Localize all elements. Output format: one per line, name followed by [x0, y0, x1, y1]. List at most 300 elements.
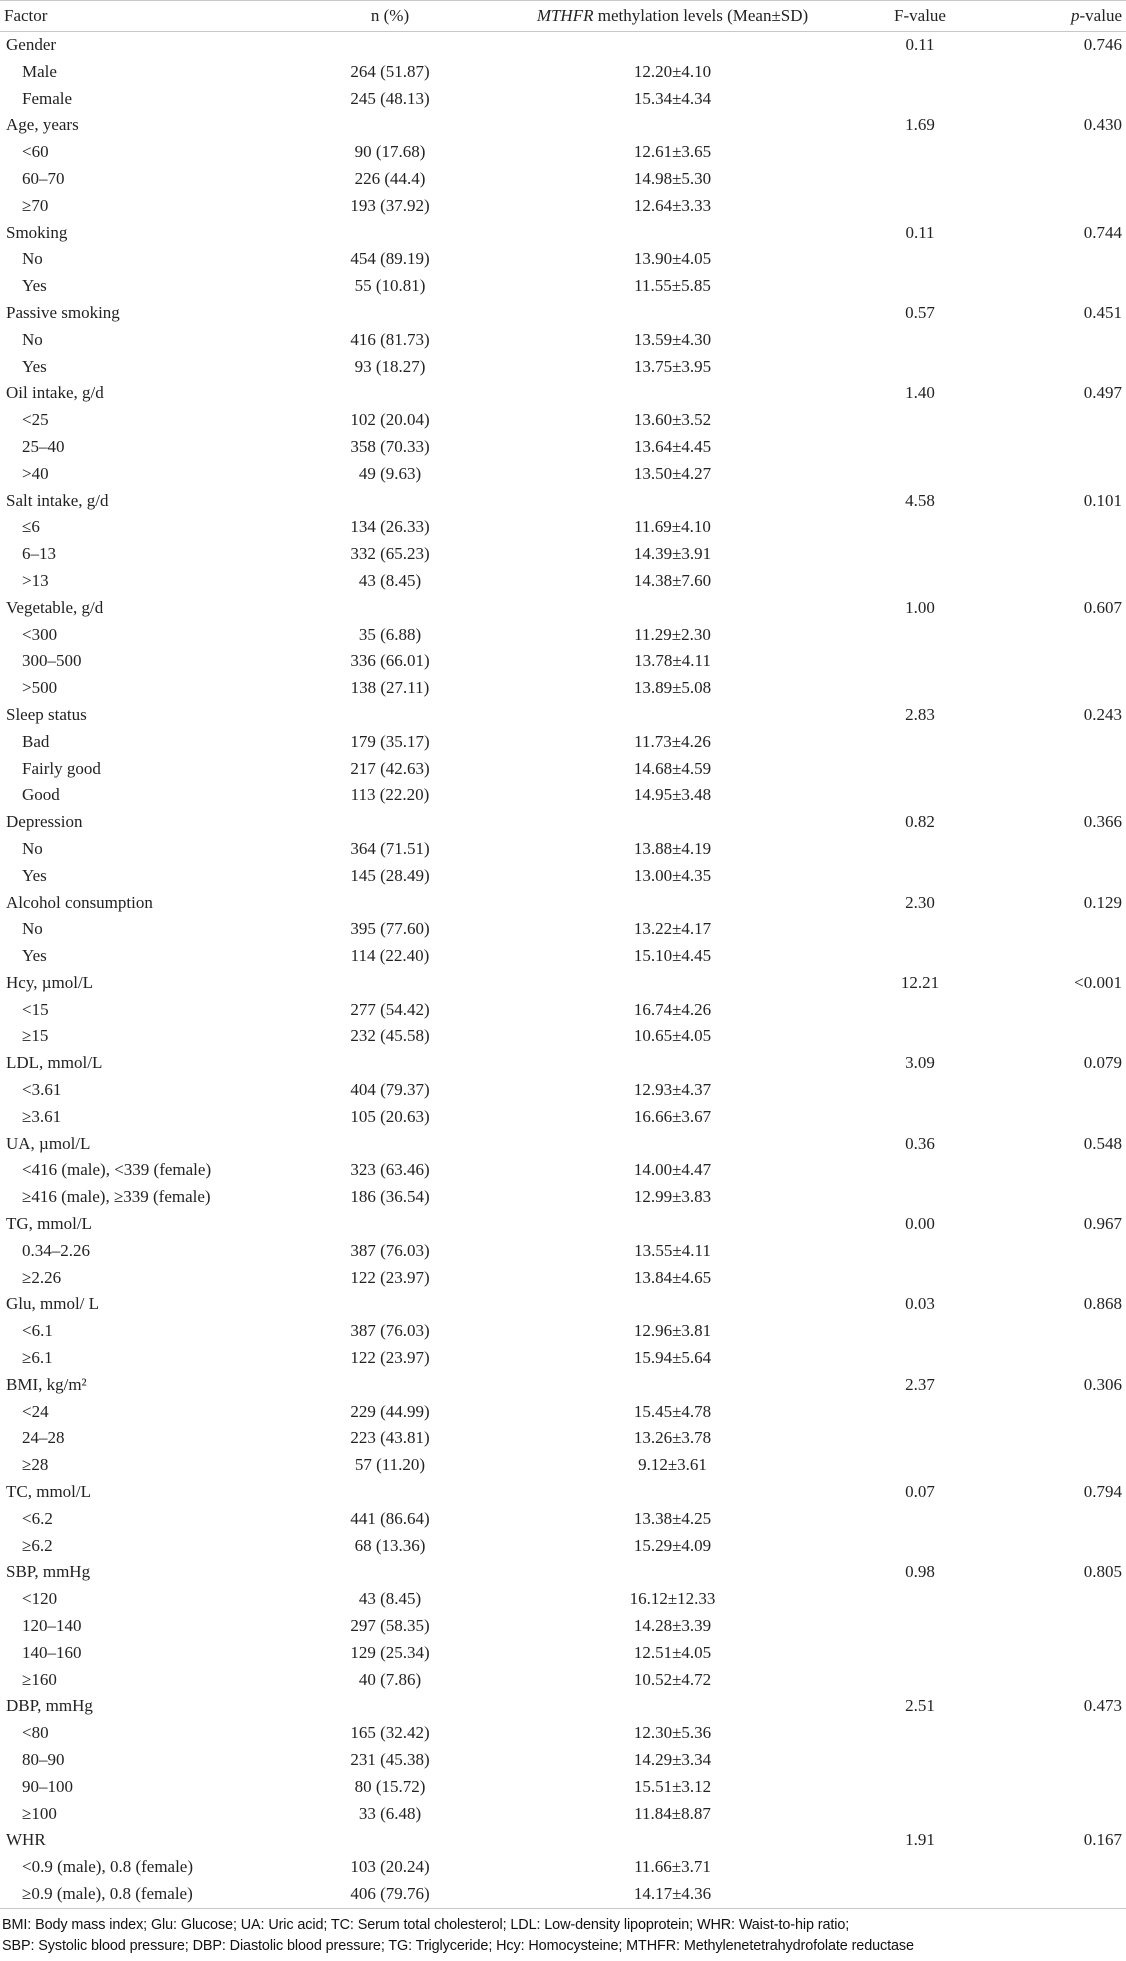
factor-label: Gender [0, 32, 275, 59]
f-value: 0.98 [840, 1559, 1000, 1586]
methylation-mean-sd: 14.68±4.59 [633, 758, 712, 778]
f-cell-empty [840, 1667, 1000, 1694]
n-percent: 165 (32.42) [350, 1723, 430, 1743]
p-cell-empty [1000, 1104, 1126, 1131]
table-row [0, 354, 1126, 381]
methylation-mean-sd: 13.75±3.95 [633, 356, 712, 376]
category-label: >13 [22, 570, 49, 590]
p-value: 0.451 [1000, 300, 1126, 327]
f-cell-empty [840, 1184, 1000, 1211]
category-label: >500 [22, 678, 58, 698]
methylation-mean-sd: 13.55±4.11 [634, 1240, 711, 1260]
methylation-mean-sd: 14.29±3.34 [633, 1750, 712, 1769]
methylation-mean-sd: 15.94±5.64 [633, 1348, 712, 1368]
header-p-italic: p [1071, 6, 1080, 25]
n-percent: 93 (18.27) [354, 356, 426, 376]
table-row [0, 1452, 1126, 1479]
methylation-mean-sd: 15.34±4.34 [633, 88, 712, 108]
methylation-mean-sd: 13.88±4.19 [633, 838, 712, 858]
table-row [0, 1854, 1126, 1881]
category-label: 60–70 [22, 168, 65, 188]
table-row [0, 541, 1126, 568]
methylation-mean-sd: 14.95±3.48 [633, 785, 712, 805]
p-cell-empty [1000, 648, 1126, 675]
category-label: ≥2.26 [22, 1267, 62, 1287]
n-percent: 49 (9.63) [358, 463, 422, 483]
category-label: ≥416 (male), ≥339 (female) [22, 1187, 211, 1207]
table-row [0, 1533, 1126, 1560]
mean-cell-empty [505, 1693, 840, 1720]
mean-cell-empty [505, 809, 840, 836]
category-label: <25 [22, 410, 49, 430]
f-cell-empty [840, 246, 1000, 273]
p-cell-empty [1000, 434, 1126, 461]
factor-label: Hcy, µmol/L [0, 970, 275, 997]
category-label: <60 [22, 142, 49, 162]
table-body [0, 32, 1126, 1909]
table-row [0, 1238, 1126, 1265]
f-cell-empty [840, 193, 1000, 220]
methylation-mean-sd: 14.98±5.30 [633, 168, 712, 188]
methylation-mean-sd: 13.60±3.52 [633, 410, 712, 430]
n-cell-empty [275, 1827, 505, 1854]
n-percent: 387 (76.03) [350, 1240, 430, 1260]
table-group-row [0, 1693, 1126, 1720]
header-p-rest: -value [1079, 6, 1122, 25]
n-percent: 68 (13.36) [354, 1535, 426, 1555]
n-cell-empty [275, 1479, 505, 1506]
p-value: 0.607 [1000, 595, 1126, 622]
category-label: ≥15 [22, 1026, 49, 1046]
mean-cell-empty [505, 1291, 840, 1318]
f-cell-empty [840, 1854, 1000, 1881]
table-row [0, 246, 1126, 273]
factor-label: Oil intake, g/d [0, 380, 275, 407]
p-value: 0.497 [1000, 380, 1126, 407]
n-cell-empty [275, 890, 505, 917]
n-percent: 232 (45.58) [350, 1026, 430, 1046]
header-p [1000, 1, 1126, 32]
n-cell-empty [275, 970, 505, 997]
n-percent: 441 (86.64) [350, 1508, 430, 1528]
methylation-mean-sd: 15.45±4.78 [633, 1401, 712, 1421]
table-group-row [0, 380, 1126, 407]
table-row [0, 1613, 1126, 1640]
mean-cell-empty [505, 1372, 840, 1399]
f-cell-empty [840, 1023, 1000, 1050]
n-percent: 336 (66.01) [350, 651, 430, 671]
p-cell-empty [1000, 1425, 1126, 1452]
n-percent: 226 (44.4) [354, 168, 426, 188]
p-cell-empty [1000, 139, 1126, 166]
methylation-mean-sd: 11.66±3.71 [634, 1857, 711, 1877]
n-percent: 404 (79.37) [350, 1080, 430, 1100]
f-cell-empty [840, 1640, 1000, 1667]
p-cell-empty [1000, 782, 1126, 809]
p-value: 0.101 [1000, 488, 1126, 515]
f-value: 1.00 [840, 595, 1000, 622]
p-value: 0.746 [1000, 32, 1126, 59]
f-value: 12.21 [840, 970, 1000, 997]
table-row [0, 1801, 1126, 1828]
f-value: 0.57 [840, 300, 1000, 327]
p-cell-empty [1000, 273, 1126, 300]
n-cell-empty [275, 32, 505, 59]
category-label: Good [22, 785, 60, 805]
category-label: <120 [22, 1589, 58, 1609]
f-cell-empty [840, 541, 1000, 568]
f-cell-empty [840, 1533, 1000, 1560]
n-cell-empty [275, 1050, 505, 1077]
p-cell-empty [1000, 1720, 1126, 1747]
table-row [0, 1399, 1126, 1426]
table-group-row [0, 32, 1126, 59]
p-cell-empty [1000, 1747, 1126, 1774]
table-row [0, 943, 1126, 970]
category-label: ≥28 [22, 1455, 49, 1475]
header-mean-gene: MTHFR [536, 6, 594, 25]
n-percent: 102 (20.04) [350, 410, 430, 430]
methylation-mean-sd: 13.78±4.11 [634, 651, 711, 671]
f-cell-empty [840, 756, 1000, 783]
f-cell-empty [840, 1774, 1000, 1801]
n-percent: 454 (89.19) [350, 249, 430, 269]
methylation-mean-sd: 10.65±4.05 [633, 1026, 712, 1046]
p-cell-empty [1000, 1586, 1126, 1613]
methylation-mean-sd: 10.52±4.72 [633, 1669, 712, 1689]
table-row [0, 86, 1126, 113]
methylation-mean-sd: 13.22±4.17 [633, 919, 712, 939]
table-row [0, 59, 1126, 86]
category-label: <3.61 [22, 1080, 62, 1100]
factor-label: Glu, mmol/ L [0, 1291, 275, 1318]
f-value: 2.83 [840, 702, 1000, 729]
p-cell-empty [1000, 407, 1126, 434]
n-cell-empty [275, 1131, 505, 1158]
methylation-mean-sd: 13.84±4.65 [633, 1267, 712, 1287]
p-cell-empty [1000, 1640, 1126, 1667]
p-cell-empty [1000, 1667, 1126, 1694]
methylation-mean-sd: 14.00±4.47 [633, 1160, 712, 1180]
f-value: 3.09 [840, 1050, 1000, 1077]
p-value: <0.001 [1000, 970, 1126, 997]
f-cell-empty [840, 1077, 1000, 1104]
n-cell-empty [275, 1291, 505, 1318]
mean-cell-empty [505, 32, 840, 59]
category-label: ≤6 [22, 517, 40, 537]
table-row [0, 1720, 1126, 1747]
table-group-row [0, 1211, 1126, 1238]
methylation-mean-sd: 11.84±8.87 [634, 1803, 711, 1823]
f-cell-empty [840, 86, 1000, 113]
methylation-mean-sd: 12.30±5.36 [633, 1723, 712, 1743]
f-cell-empty [840, 1238, 1000, 1265]
category-label: <80 [22, 1723, 49, 1743]
methylation-mean-sd: 11.69±4.10 [634, 517, 711, 537]
p-value: 0.243 [1000, 702, 1126, 729]
table-footnote [0, 1909, 1126, 1957]
table-row [0, 1640, 1126, 1667]
methylation-mean-sd: 15.29±4.09 [633, 1535, 712, 1555]
factor-label: Alcohol consumption [0, 890, 275, 917]
mean-cell-empty [505, 890, 840, 917]
table-row [0, 327, 1126, 354]
p-value: 0.805 [1000, 1559, 1126, 1586]
category-label: Yes [22, 276, 47, 296]
f-cell-empty [840, 1104, 1000, 1131]
category-label: <6.1 [22, 1321, 53, 1341]
methylation-mean-sd: 13.90±4.05 [633, 249, 712, 269]
p-value: 0.129 [1000, 890, 1126, 917]
category-label: <24 [22, 1401, 49, 1421]
f-cell-empty [840, 166, 1000, 193]
category-label: 0.34–2.26 [22, 1240, 90, 1260]
table-row [0, 514, 1126, 541]
category-label: 6–13 [22, 544, 56, 564]
p-value: 0.473 [1000, 1693, 1126, 1720]
f-cell-empty [840, 675, 1000, 702]
p-cell-empty [1000, 514, 1126, 541]
p-value: 0.366 [1000, 809, 1126, 836]
n-cell-empty [275, 1211, 505, 1238]
table-row [0, 756, 1126, 783]
n-cell-empty [275, 809, 505, 836]
f-cell-empty [840, 1881, 1000, 1908]
factor-label: SBP, mmHg [0, 1559, 275, 1586]
mean-cell-empty [505, 220, 840, 247]
p-cell-empty [1000, 1506, 1126, 1533]
n-percent: 416 (81.73) [350, 329, 430, 349]
p-value: 0.167 [1000, 1827, 1126, 1854]
f-cell-empty [840, 327, 1000, 354]
p-cell-empty [1000, 675, 1126, 702]
f-cell-empty [840, 863, 1000, 890]
table-row [0, 1077, 1126, 1104]
category-label: No [22, 919, 43, 939]
table-row [0, 166, 1126, 193]
methylation-mean-sd: 15.51±3.12 [633, 1776, 712, 1796]
f-value: 0.00 [840, 1211, 1000, 1238]
f-value: 0.07 [840, 1479, 1000, 1506]
mean-cell-empty [505, 702, 840, 729]
table-group-row [0, 890, 1126, 917]
table-group-row [0, 1827, 1126, 1854]
factor-label: TC, mmol/L [0, 1479, 275, 1506]
category-label: ≥0.9 (male), 0.8 (female) [0, 1881, 275, 1908]
factor-label: TG, mmol/L [0, 1211, 275, 1238]
table-row [0, 836, 1126, 863]
n-percent: 40 (7.86) [358, 1669, 422, 1689]
n-percent: 395 (77.60) [350, 919, 430, 939]
methylation-mean-sd: 14.38±7.60 [633, 570, 712, 590]
category-label: No [22, 249, 43, 269]
p-cell-empty [1000, 193, 1126, 220]
f-value: 1.91 [840, 1827, 1000, 1854]
p-value: 0.744 [1000, 220, 1126, 247]
factor-label: Age, years [0, 112, 275, 139]
n-percent: 297 (58.35) [350, 1616, 430, 1636]
methylation-mean-sd: 12.51±4.05 [633, 1642, 712, 1662]
n-percent: 245 (48.13) [350, 88, 430, 108]
category-label: 80–90 [22, 1750, 65, 1769]
f-cell-empty [840, 139, 1000, 166]
mean-cell-empty [505, 1479, 840, 1506]
factor-label: BMI, kg/m² [0, 1372, 275, 1399]
table-row [0, 1881, 1126, 1908]
header-factor: Factor [0, 1, 275, 32]
n-percent: 55 (10.81) [354, 276, 426, 296]
f-cell-empty [840, 407, 1000, 434]
table-group-row [0, 300, 1126, 327]
f-cell-empty [840, 1801, 1000, 1828]
p-cell-empty [1000, 1184, 1126, 1211]
factor-label: Passive smoking [0, 300, 275, 327]
table-row [0, 193, 1126, 220]
table-row [0, 1318, 1126, 1345]
mean-cell-empty [505, 1131, 840, 1158]
n-percent: 229 (44.99) [350, 1401, 430, 1421]
n-percent: 122 (23.97) [350, 1267, 430, 1287]
header-n: n (%) [275, 1, 505, 32]
p-cell-empty [1000, 622, 1126, 649]
p-cell-empty [1000, 1881, 1126, 1908]
category-label: ≥6.1 [22, 1348, 53, 1368]
category-label: <0.9 (male), 0.8 (female) [22, 1857, 194, 1877]
methylation-mean-sd: 13.50±4.27 [633, 463, 712, 483]
n-cell-empty [275, 112, 505, 139]
table-group-row [0, 702, 1126, 729]
table-row [0, 1104, 1126, 1131]
methylation-mean-sd: 16.74±4.26 [633, 999, 712, 1019]
category-label: 140–160 [22, 1642, 82, 1662]
p-cell-empty [1000, 916, 1126, 943]
table-row [0, 729, 1126, 756]
table-row [0, 1667, 1126, 1694]
table-group-row [0, 1050, 1126, 1077]
n-cell-empty [275, 220, 505, 247]
f-cell-empty [840, 568, 1000, 595]
category-label: ≥100 [22, 1803, 57, 1823]
p-cell-empty [1000, 997, 1126, 1024]
f-cell-empty [840, 1157, 1000, 1184]
table-group-row [0, 1131, 1126, 1158]
p-cell-empty [1000, 1399, 1126, 1426]
f-cell-empty [840, 59, 1000, 86]
n-percent: 113 (22.20) [350, 785, 430, 805]
p-cell-empty [1000, 1318, 1126, 1345]
n-percent: 33 (6.48) [358, 1803, 422, 1823]
p-cell-empty [1000, 1157, 1126, 1184]
table-row [0, 1506, 1126, 1533]
f-cell-empty [840, 1586, 1000, 1613]
f-cell-empty [840, 916, 1000, 943]
n-percent: 43 (8.45) [358, 1589, 422, 1609]
f-cell-empty [840, 1613, 1000, 1640]
n-percent: 145 (28.49) [350, 865, 430, 885]
methylation-mean-sd: 12.99±3.83 [633, 1187, 712, 1207]
table-group-row [0, 1479, 1126, 1506]
category-label: No [22, 329, 43, 349]
p-cell-empty [1000, 1801, 1126, 1828]
n-percent: 43 (8.45) [358, 570, 422, 590]
table-row [0, 1747, 1126, 1774]
f-cell-empty [840, 273, 1000, 300]
category-label: ≥3.61 [22, 1106, 62, 1126]
methylation-mean-sd: 12.61±3.65 [633, 142, 712, 162]
p-cell-empty [1000, 1452, 1126, 1479]
factor-label: LDL, mmol/L [0, 1050, 275, 1077]
p-cell-empty [1000, 1345, 1126, 1372]
n-percent: 114 (22.40) [350, 946, 430, 966]
methylation-mean-sd: 14.39±3.91 [633, 544, 712, 564]
p-cell-empty [1000, 354, 1126, 381]
methylation-mean-sd: 16.66±3.67 [633, 1106, 712, 1126]
table-row [0, 1023, 1126, 1050]
n-cell-empty [275, 1559, 505, 1586]
f-cell-empty [840, 782, 1000, 809]
factor-label: Smoking [0, 220, 275, 247]
p-cell-empty [1000, 729, 1126, 756]
n-percent: 103 (20.24) [350, 1857, 430, 1877]
methylation-mean-sd: 13.89±5.08 [633, 678, 712, 698]
category-label: ≥70 [22, 195, 49, 215]
category-label: 120–140 [22, 1616, 82, 1636]
n-percent: 35 (6.88) [358, 624, 422, 644]
category-label: Fairly good [22, 758, 101, 778]
f-cell-empty [840, 434, 1000, 461]
header-f: F-value [840, 1, 1000, 32]
methylation-mean-sd: 9.12±3.61 [638, 1455, 707, 1475]
category-label: Bad [22, 731, 50, 751]
f-value: 2.51 [840, 1693, 1000, 1720]
f-value: 0.82 [840, 809, 1000, 836]
f-value: 1.69 [840, 112, 1000, 139]
category-label: Male [22, 61, 57, 81]
p-cell-empty [1000, 1265, 1126, 1292]
p-cell-empty [1000, 59, 1126, 86]
f-cell-empty [840, 1720, 1000, 1747]
category-label: <416 (male), <339 (female) [22, 1160, 212, 1180]
methylation-mean-sd: 12.93±4.37 [633, 1080, 712, 1100]
p-cell-empty [1000, 166, 1126, 193]
mean-cell-empty [505, 488, 840, 515]
n-percent: 179 (35.17) [350, 731, 430, 751]
p-cell-empty [1000, 1854, 1126, 1881]
n-cell-empty [275, 488, 505, 515]
category-label: >40 [22, 463, 49, 483]
n-cell-empty [275, 300, 505, 327]
f-cell-empty [840, 622, 1000, 649]
table-row [0, 648, 1126, 675]
n-cell-empty [275, 1372, 505, 1399]
n-percent: 90 (17.68) [354, 142, 426, 162]
methylation-mean-sd: 15.10±4.45 [633, 946, 712, 966]
table-group-row [0, 809, 1126, 836]
f-cell-empty [840, 461, 1000, 488]
n-cell-empty [275, 702, 505, 729]
table-header [0, 1, 1126, 32]
n-percent: 332 (65.23) [350, 544, 430, 564]
f-value: 0.11 [840, 32, 1000, 59]
f-cell-empty [840, 1747, 1000, 1774]
n-percent: 57 (11.20) [354, 1455, 426, 1475]
f-cell-empty [840, 1345, 1000, 1372]
table-row [0, 997, 1126, 1024]
f-value: 0.03 [840, 1291, 1000, 1318]
n-percent: 80 (15.72) [354, 1776, 426, 1796]
n-percent: 358 (70.33) [350, 436, 430, 456]
n-percent: 231 (45.38) [350, 1750, 430, 1769]
